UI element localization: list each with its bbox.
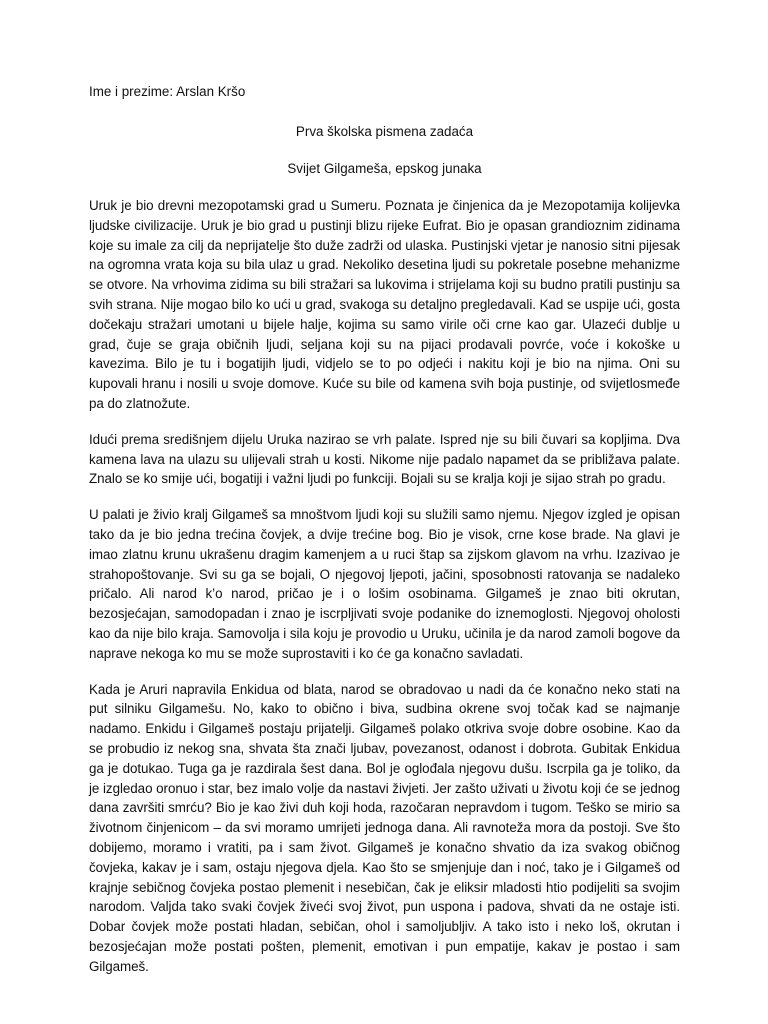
paragraph-2: Idući prema središnjem dijelu Uruka nazirao se vrh palate. Ispred nje su bili čuvari sa kopljima. Dva kamena lava na ulazu su ulijevali strah u kosti. Nikome nije padalo napamet da se približava palate. Znalo se ko smije ući, bogatiji i važni ljudi po funkciji. Bojali su se kralja koji je sijao strah po gradu. <box>89 431 680 487</box>
paragraph-4: Kada je Aruri napravila Enkidua od blata, narod se obradovao u nadi da će konačno neko stati na put silniku Gilgamešu. No, kako to obično i biva, sudbina okrene svoj točak kad se najmanje nadamo. Enkidu i Gilgameš postaju prijatelji. Gilgameš polako otkriva svoje dobre osobine. Kao da se probudio iz nekog sna, shvata šta znači ljubav, povezanost, odanost i dobrota. Gubitak Enkidua ga je dotukao. Tuga ga je razdirala šest dana. Bol je oglođala njegovu dušu. Iscrpila ga je toliko, da je izgledao oronuo i star, bez imalo volje da nastavi živjeti. Jer zašto uživati u životu koji će se jednog dana završiti smrću? Bio je kao živi duh koji hoda, razočaran nepravdom i tugom. Teško se mirio sa životnom činjenicom – da svi moramo umrijeti jednoga dana. Ali ravnoteža mora da postoji. Sve što dobijemo, moramo i vratiti, pa i sam život. Gilgameš je konačno shvatio da iza svakog običnog čovjeka, kakav je i sam, ostaju njegova djela. Kao što se smjenjuje dan i noć, tako je i Gilgameš od krajnje sebičnog čovjeka postao plemenit i nesebičan, čak je eliksir mladosti htio podijeliti sa svojim narodom. Valjda tako svaki čovjek živeći svoj život, pun uspona i padova, shvati da ne ostaje isti. Dobar čovjek može postati hladan, sebičan, ohol i samoljubljiv. A tako isto i neko loš, okrutan i bezosjećajan može postati pošten, plemenit, emotivan i pun empatije, kakav je postao i sam Gilgameš. <box>89 681 680 974</box>
document-page <box>89 82 680 992</box>
document-title: Prva školska pismena zadaća <box>295 124 474 139</box>
document-subtitle: Svijet Gilgameša, epskog junaka <box>287 161 482 176</box>
paragraph-1: Uruk je bio drevni mezopotamski grad u Sumeru. Poznata je činjenica da je Mezopotamija kolijevka ljudske civilizacije. Uruk je bio grad u pustinji blizu rijeke Eufrat. Bio je opasan grandioznim zidinama koje su imale za cilj da neprijatelje što duže zadrži od ulaska. Pustinjski vjetar je nanosio sitni pijesak na ogromna vrata koja su bila ulaz u grad. Nekoliko desetina ljudi su pokretale posebne mehanizme se otvore. Na vrhovima zidima su bili stražari sa lukovima i strijelama koji su budno pratili pustinju sa svih strana. Nije mogao bilo ko ući u grad, svakoga su detaljno pregledavali. Kad se uspije ući, gosta dočekaju stražari umotani u bijele halje, kojima su samo virile oči crne kao gar. Ulazeći dublje u grad, čuje se graja običnih ljudi, seljana koji su na pijaci prodavali povrće, voće i kokoške u kavezima. Bilo je tu i bogatijih ljudi, vidjelo se to po odjeći i nakitu koji je bio na njima. Oni su kupovali hranu i nosili u svoje domove. Kuće su bile od kamena svih boja pustinje, od svijetlosmeđe pa do zlatnožute. <box>89 198 680 411</box>
author-line: Ime i prezime: Arslan Kršo <box>89 84 246 99</box>
paragraph-3: U palati je živio kralj Gilgameš sa mnoštvom ljudi koji su služili samo njemu. Njegov izgled je opisan tako da je bio jedna trećina čovjek, a dvije trećine bog. Bio je visok, crne kose brade. Na glavi je imao zlatnu krunu ukrašenu dragim kamenjem a u ruci štap sa zijskom glavom na vrhu. Izazivao je strahopoštovanje. Svi su ga se bojali, O njegovoj ljepoti, jačini, sposobnosti ratovanja se nadaleko pričalo. Ali narod k’o narod, pričao je i o lošim osobinama. Gilgameš je znao biti okrutan, bezosjećajan, samodopadan i znao je iscrpljivati svoje podanike do iznemoglosti. Njegovoj oholosti kao da nije bilo kraja. Samovolja i sila koju je provodio u Uruku, učinila je da narod zamoli bogove da naprave nekoga ko mu se može suprostaviti i ko će ga konačno savladati. <box>89 507 680 661</box>
